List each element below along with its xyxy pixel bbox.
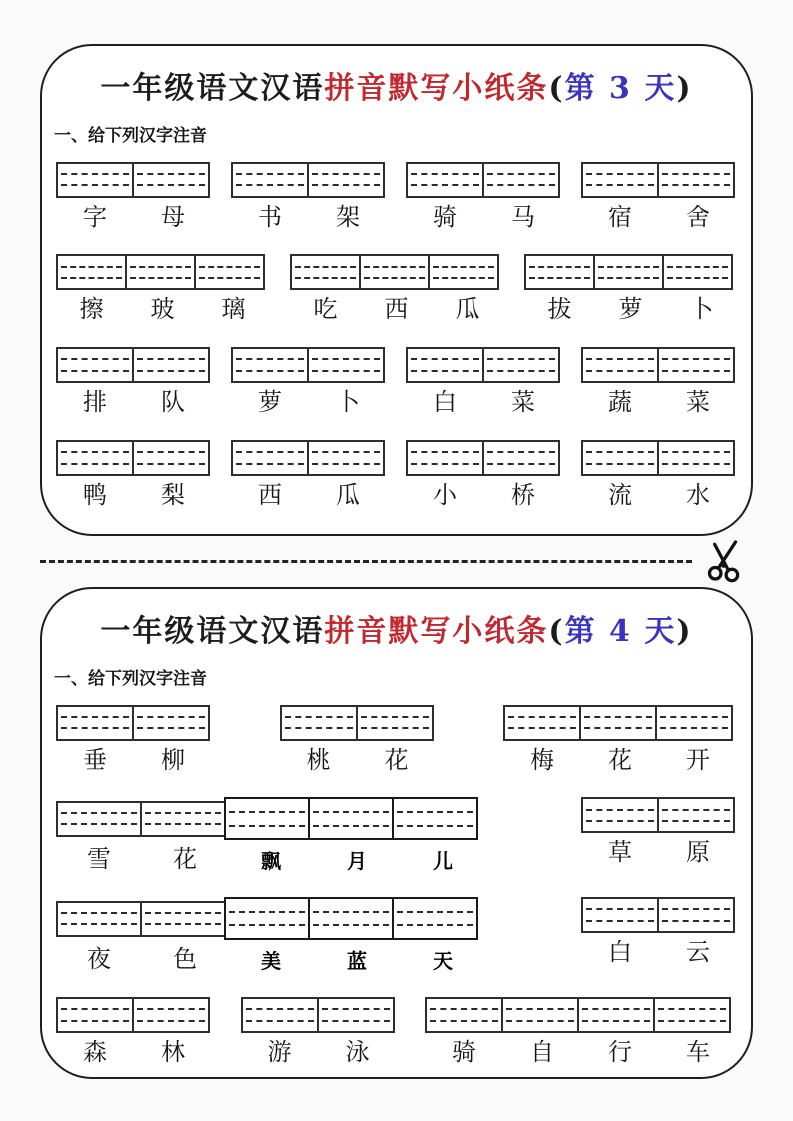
word-row: [56, 440, 737, 510]
pinyin-cell: [132, 705, 210, 741]
pinyin-cell: [503, 705, 581, 741]
pinyin-cell: [581, 440, 659, 476]
char-label: 儿: [433, 849, 453, 874]
pinyin-grid: [241, 997, 397, 1033]
word-group: [406, 162, 562, 232]
char-label: 鸭: [83, 480, 107, 509]
char-label: 擦: [79, 295, 104, 324]
char-label: 菜: [511, 388, 535, 417]
word-group: [425, 997, 737, 1067]
char-label: 原: [686, 838, 710, 867]
char-label: 林: [161, 1037, 185, 1066]
pinyin-grid: [503, 705, 737, 741]
instruction: 一、给下列汉字注音: [54, 125, 207, 145]
char-label: 泳: [345, 1037, 370, 1066]
char-label: 西: [258, 480, 282, 509]
char-labels: [56, 845, 486, 874]
card-title: [54, 613, 739, 651]
word-group: [280, 705, 436, 775]
instruction: 一、给下列汉字注音: [54, 668, 207, 688]
word-group: [56, 347, 212, 417]
char-label: 梨: [161, 480, 185, 509]
pinyin-cell: [224, 797, 310, 840]
char-labels: [56, 203, 212, 232]
pinyin-cell: [356, 705, 434, 741]
word-row: [56, 162, 737, 232]
pinyin-cell: [317, 997, 395, 1033]
pinyin-cell: [581, 347, 659, 383]
char-label: 云: [686, 938, 710, 967]
char-label: 璃: [221, 295, 246, 324]
pinyin-grid: [581, 897, 737, 933]
pinyin-cell: [132, 440, 210, 476]
word-group: [581, 162, 737, 232]
char-label: 垂: [83, 745, 107, 774]
title-paren-close: ): [676, 614, 693, 649]
char-label: 马: [511, 202, 535, 231]
word-rows: [54, 162, 739, 510]
pinyin-cell: [653, 997, 731, 1033]
char-labels: [56, 388, 212, 417]
char-labels: [231, 203, 387, 232]
char-labels: [231, 388, 387, 417]
pinyin-grid: [581, 347, 737, 383]
pinyin-grid: [56, 705, 212, 741]
pinyin-grid: [280, 705, 436, 741]
pinyin-cell: [501, 997, 579, 1033]
char-labels: [581, 203, 737, 232]
word-row: [56, 897, 737, 974]
pinyin-cell: [307, 162, 385, 198]
card-title: [54, 70, 739, 108]
char-label: 自: [530, 1037, 554, 1066]
char-label: 雪: [87, 845, 111, 874]
pinyin-cell: [428, 254, 499, 290]
char-label: 色: [173, 945, 197, 974]
pinyin-grid: [425, 997, 737, 1033]
title-day: 第 3 天: [564, 71, 677, 106]
pinyin-cell: [657, 162, 735, 198]
word-group: [581, 797, 737, 867]
char-labels: [581, 481, 737, 510]
char-label: 飘: [261, 849, 281, 874]
pinyin-cell: [125, 254, 196, 290]
char-label: 书: [258, 202, 282, 231]
pinyin-cell: [140, 901, 226, 937]
char-label: 骑: [433, 202, 457, 231]
pinyin-cell: [406, 440, 484, 476]
pinyin-cell: [655, 705, 733, 741]
word-group: [231, 347, 387, 417]
char-label: 萝: [258, 388, 282, 417]
pinyin-cell: [406, 347, 484, 383]
char-labels: [290, 295, 503, 324]
word-group: [231, 440, 387, 510]
pinyin-cell: [406, 162, 484, 198]
char-labels: [581, 938, 737, 967]
pinyin-cell: [140, 801, 226, 837]
word-row: [56, 705, 737, 775]
word-group: [56, 705, 212, 775]
pinyin-cell: [241, 997, 319, 1033]
pinyin-cell: [425, 997, 503, 1033]
char-label: 排: [83, 388, 107, 417]
word-row: [56, 997, 737, 1067]
title-paren-close: ): [676, 71, 693, 106]
char-label: 架: [336, 202, 360, 231]
pinyin-cell: [577, 997, 655, 1033]
title-highlight: 拼音默写小纸条: [324, 614, 549, 649]
char-label: 蔬: [608, 388, 632, 417]
pinyin-grid: [231, 162, 387, 198]
pinyin-cell: [308, 897, 394, 940]
pinyin-grid: [56, 440, 212, 476]
char-label: 月: [347, 849, 367, 874]
word-group: [406, 440, 562, 510]
pinyin-cell: [581, 897, 659, 933]
word-row: [56, 347, 737, 417]
pinyin-grid: [231, 347, 387, 383]
worksheet-page: [40, 0, 753, 1079]
scissors-icon: [702, 537, 748, 583]
pinyin-grid: [290, 254, 503, 290]
char-label: 宿: [608, 202, 632, 231]
char-label: 流: [608, 480, 632, 509]
char-label: 拔: [547, 295, 572, 324]
pinyin-cell: [307, 347, 385, 383]
char-labels: [241, 1038, 397, 1067]
cut-divider: [40, 536, 753, 587]
char-labels: [56, 746, 212, 775]
title-prefix: 一年级语文汉语: [100, 71, 325, 106]
word-group: [581, 347, 737, 417]
pinyin-cell: [524, 254, 595, 290]
word-group: [56, 897, 486, 974]
word-group: [231, 162, 387, 232]
pinyin-grid: [231, 440, 387, 476]
word-row: [56, 797, 737, 874]
word-group: [406, 347, 562, 417]
word-group: [581, 897, 737, 967]
char-label: 桃: [306, 745, 331, 774]
pinyin-cell: [56, 254, 127, 290]
word-group: [56, 797, 486, 874]
pinyin-grid: [581, 162, 737, 198]
pinyin-cell: [56, 440, 134, 476]
word-group: [503, 705, 737, 775]
pinyin-cell: [194, 254, 265, 290]
pinyin-cell: [56, 901, 142, 937]
pinyin-grid: [56, 254, 269, 290]
char-labels: [231, 481, 387, 510]
char-label: 队: [161, 388, 185, 417]
pinyin-cell: [392, 797, 478, 840]
char-label: 花: [384, 745, 409, 774]
worksheet-card-day4: [40, 587, 753, 1079]
pinyin-cell: [482, 440, 560, 476]
word-group: [56, 254, 269, 324]
pinyin-cell: [132, 347, 210, 383]
char-label: 水: [686, 480, 710, 509]
char-labels: [406, 203, 562, 232]
word-group: [290, 254, 503, 324]
pinyin-cell: [359, 254, 430, 290]
char-label: 柳: [161, 745, 185, 774]
char-label: 玻: [150, 295, 175, 324]
pinyin-grid: [56, 162, 212, 198]
char-label: 小: [433, 480, 457, 509]
title-paren-open: (: [548, 614, 565, 649]
pinyin-cell: [482, 347, 560, 383]
pinyin-grid: [581, 440, 737, 476]
char-label: 天: [433, 949, 453, 974]
char-label: 西: [384, 295, 409, 324]
pinyin-cell: [224, 897, 310, 940]
char-labels: [56, 481, 212, 510]
char-label: 花: [608, 745, 632, 774]
char-label: 白: [608, 938, 632, 967]
char-label: 行: [608, 1037, 632, 1066]
char-label: 卜: [689, 295, 714, 324]
char-label: 萝: [618, 295, 643, 324]
pinyin-grid: [56, 797, 486, 840]
cut-line: [40, 560, 692, 563]
char-label: 吃: [313, 295, 338, 324]
char-label: 舍: [686, 202, 710, 231]
title-paren-open: (: [548, 71, 565, 106]
char-labels: [425, 1038, 737, 1067]
pinyin-cell: [56, 347, 134, 383]
char-labels: [581, 388, 737, 417]
pinyin-cell: [581, 797, 659, 833]
word-group: [56, 162, 212, 232]
pinyin-grid: [524, 254, 737, 290]
pinyin-cell: [231, 347, 309, 383]
char-labels: [56, 295, 269, 324]
char-label: 森: [83, 1037, 107, 1066]
pinyin-cell: [290, 254, 361, 290]
pinyin-cell: [662, 254, 733, 290]
char-label: 游: [267, 1037, 292, 1066]
pinyin-cell: [280, 705, 358, 741]
title-day: 第 4 天: [564, 614, 677, 649]
pinyin-cell: [307, 440, 385, 476]
pinyin-grid: [406, 440, 562, 476]
char-label: 瓜: [455, 295, 480, 324]
char-label: 蓝: [347, 949, 367, 974]
title-highlight: 拼音默写小纸条: [324, 71, 549, 106]
pinyin-cell: [657, 797, 735, 833]
char-labels: [581, 838, 737, 867]
pinyin-cell: [392, 897, 478, 940]
char-label: 母: [161, 202, 185, 231]
word-group: [241, 997, 397, 1067]
char-label: 车: [686, 1037, 710, 1066]
char-labels: [406, 481, 562, 510]
word-group: [56, 440, 212, 510]
char-labels: [406, 388, 562, 417]
pinyin-cell: [308, 797, 394, 840]
char-labels: [503, 746, 737, 775]
pinyin-cell: [657, 440, 735, 476]
char-labels: [524, 295, 737, 324]
word-row: [56, 254, 737, 324]
pinyin-grid: [56, 897, 486, 940]
char-label: 字: [83, 202, 107, 231]
char-label: 夜: [87, 945, 111, 974]
char-label: 草: [608, 838, 632, 867]
word-rows: [54, 705, 739, 1067]
char-label: 梅: [530, 745, 554, 774]
pinyin-cell: [593, 254, 664, 290]
pinyin-grid: [406, 162, 562, 198]
pinyin-cell: [56, 801, 142, 837]
pinyin-grid: [56, 347, 212, 383]
char-labels: [56, 945, 486, 974]
char-labels: [56, 1038, 212, 1067]
pinyin-cell: [482, 162, 560, 198]
char-label: 花: [173, 845, 197, 874]
pinyin-cell: [132, 997, 210, 1033]
pinyin-cell: [56, 997, 134, 1033]
char-label: 白: [433, 388, 457, 417]
char-labels: [280, 746, 436, 775]
pinyin-cell: [657, 347, 735, 383]
char-label: 卜: [336, 388, 360, 417]
char-label: 开: [686, 745, 710, 774]
pinyin-cell: [231, 440, 309, 476]
pinyin-grid: [56, 997, 212, 1033]
word-group: [581, 440, 737, 510]
char-label: 菜: [686, 388, 710, 417]
char-label: 桥: [511, 480, 535, 509]
pinyin-grid: [406, 347, 562, 383]
pinyin-cell: [56, 705, 134, 741]
pinyin-cell: [657, 897, 735, 933]
pinyin-cell: [581, 162, 659, 198]
word-group: [524, 254, 737, 324]
char-label: 骑: [452, 1037, 476, 1066]
char-label: 瓜: [336, 480, 360, 509]
pinyin-cell: [132, 162, 210, 198]
pinyin-cell: [56, 162, 134, 198]
pinyin-cell: [231, 162, 309, 198]
pinyin-grid: [581, 797, 737, 833]
word-group: [56, 997, 212, 1067]
title-prefix: 一年级语文汉语: [100, 614, 325, 649]
char-label: 美: [261, 949, 281, 974]
pinyin-cell: [579, 705, 657, 741]
worksheet-card-day3: [40, 44, 753, 536]
